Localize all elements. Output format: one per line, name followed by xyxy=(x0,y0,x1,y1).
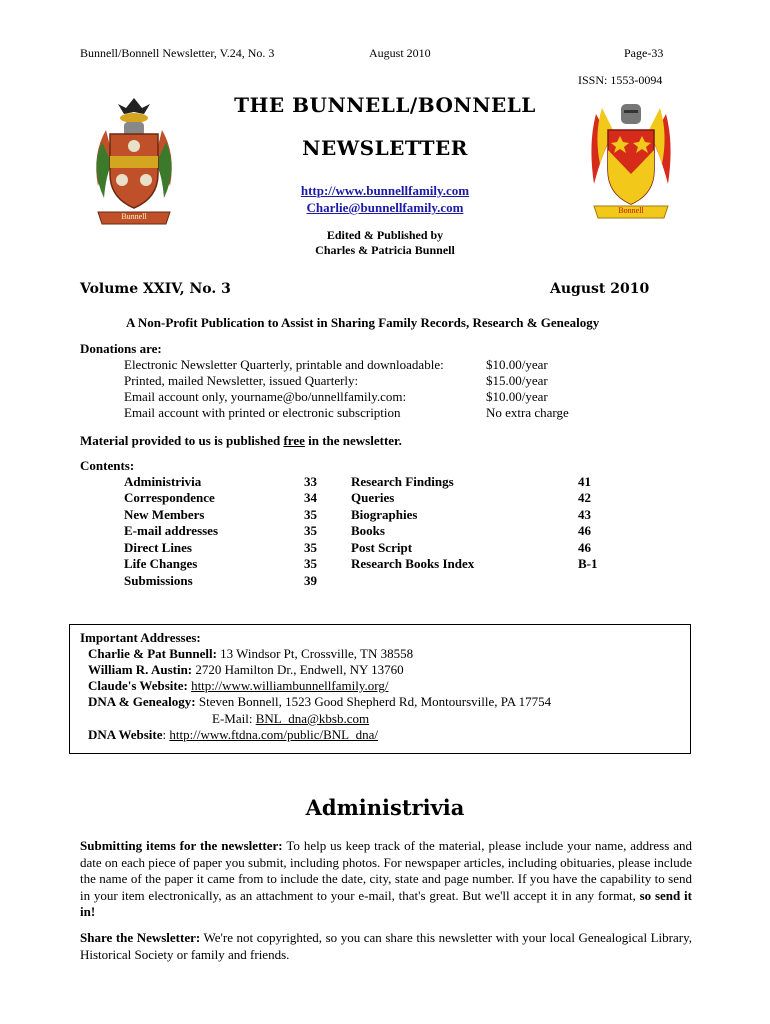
bonnell-crest-banner: Bonnell xyxy=(618,206,644,215)
address-william-label: William R. Austin: xyxy=(88,662,193,677)
donation-label-2: Printed, mailed Newsletter, issued Quarterly: xyxy=(124,373,359,388)
toc-title[interactable]: Books xyxy=(351,523,385,538)
administrivia-heading: Administrivia xyxy=(305,795,465,820)
toc-page: 33 xyxy=(304,474,317,489)
tagline: A Non-Profit Publication to Assist in Sharing Family Records, Research & Genealogy xyxy=(126,315,600,330)
address-dna-value: Steven Bonnell, 1523 Good Shepherd Rd, Montoursville, PA 17754 xyxy=(195,694,552,709)
edited-by-line1: Edited & Published by xyxy=(326,228,444,242)
toc-page: 35 xyxy=(304,507,317,522)
toc-page: 41 xyxy=(578,474,591,489)
contents-heading: Contents: xyxy=(80,458,135,473)
donation-label-4: Email account with printed or electronic subscription xyxy=(124,405,401,420)
address-charlie xyxy=(88,646,413,663)
share-label: Share the Newsletter: xyxy=(80,930,201,945)
toc-page: 43 xyxy=(578,507,591,522)
share-text: We're not copyrighted, so you can share this newsletter with your local Genealogical Library, Historical Society or family and friends. xyxy=(80,930,693,962)
toc-page: 34 xyxy=(304,490,317,505)
address-charlie-label: Charlie & Pat Bunnell: xyxy=(88,646,217,661)
address-dna-site-colon: : xyxy=(162,727,170,742)
bunnell-crest-icon xyxy=(88,94,180,230)
address-william-value: 2720 Hamilton Dr., Endwell, NY 13760 xyxy=(192,662,404,677)
toc-page: 39 xyxy=(304,573,317,588)
address-claude-label: Claude's Website: xyxy=(88,678,188,693)
submitting-text: To help us keep track of the material, please include your name, address and date on each piece of paper you submit, including photos. For newspaper articles, including obituaries, please include the name of the paper it came from to include the date, city, state and page number. If you have the capability to send in your item electronically, as an attachment to your e-mail, that's great. But we'll accept it in any format, xyxy=(80,838,693,903)
running-header-page: Page-33 xyxy=(624,46,664,60)
toc-page: 46 xyxy=(578,523,591,538)
dna-email-link[interactable]: BNL_dna@kbsb.com xyxy=(255,711,370,726)
addresses-heading: Important Addresses: xyxy=(80,630,201,645)
address-charlie-value: 13 Windsor Pt, Crossville, TN 38558 xyxy=(216,646,414,661)
address-dna-site-label: DNA Website xyxy=(88,727,163,742)
volume-date: August 2010 xyxy=(550,281,650,297)
toc-title[interactable]: Biographies xyxy=(351,507,418,522)
donation-label-3: Email account only, yourname@bo/unnellfamily.com: xyxy=(124,389,407,404)
toc-title[interactable]: Administrivia xyxy=(124,474,202,489)
toc-title[interactable]: Life Changes xyxy=(124,556,198,571)
toc-title[interactable]: E-mail addresses xyxy=(124,523,219,538)
bunnell-crest-banner: Bunnell xyxy=(121,212,147,221)
address-dna xyxy=(88,694,551,711)
toc-page: 46 xyxy=(578,540,591,555)
material-note xyxy=(80,433,402,450)
toc-title[interactable]: New Members xyxy=(124,507,205,522)
email-link[interactable]: Charlie@bunnellfamily.com xyxy=(306,200,464,215)
claude-website-link[interactable]: http://www.williambunnellfamily.org/ xyxy=(191,678,389,693)
toc-page: 35 xyxy=(304,556,317,571)
edited-by-line2: Charles & Patricia Bunnell xyxy=(315,243,455,257)
masthead-title-line1: THE BUNNELL/BONNELL xyxy=(234,93,536,117)
toc-title[interactable]: Research Findings xyxy=(351,474,454,489)
toc-title[interactable]: Direct Lines xyxy=(124,540,192,555)
masthead-title-line2: NEWSLETTER xyxy=(302,136,468,160)
bonnell-crest-icon xyxy=(588,94,674,224)
donation-price-3: $10.00/year xyxy=(486,389,548,404)
bonnell-crest xyxy=(588,94,674,224)
toc-page: 42 xyxy=(578,490,591,505)
donation-label-1: Electronic Newsletter Quarterly, printable and downloadable: xyxy=(124,357,444,372)
website-link[interactable]: http://www.bunnellfamily.com xyxy=(300,183,470,198)
address-dna-email xyxy=(212,711,369,728)
volume-number: Volume XXIV, No. 3 xyxy=(80,281,231,297)
address-dna-label: DNA & Genealogy: xyxy=(88,694,196,709)
administrivia-paragraph-2 xyxy=(80,930,692,963)
donations-heading: Donations are: xyxy=(80,341,162,356)
running-header-left: Bunnell/Bonnell Newsletter, V.24, No. 3 xyxy=(80,46,275,60)
address-william xyxy=(88,662,404,679)
address-claude xyxy=(88,678,388,695)
toc-page: 35 xyxy=(304,523,317,538)
toc-page: B-1 xyxy=(578,556,598,571)
donation-price-2: $15.00/year xyxy=(486,373,548,388)
submitting-end: so send it in! xyxy=(80,887,693,919)
material-note-before: Material provided to us is published xyxy=(80,433,284,448)
toc-title[interactable]: Submissions xyxy=(124,573,193,588)
address-dna-email-label: E-Mail: xyxy=(212,711,256,726)
submitting-label: Submitting items for the newsletter: xyxy=(80,838,283,853)
toc-title[interactable]: Post Script xyxy=(351,540,413,555)
toc-title[interactable]: Queries xyxy=(351,490,395,505)
toc-title[interactable]: Research Books Index xyxy=(351,556,475,571)
dna-website-link[interactable]: http://www.ftdna.com/public/BNL_dna/ xyxy=(169,727,378,742)
running-header-date: August 2010 xyxy=(369,46,431,60)
toc-title[interactable]: Correspondence xyxy=(124,490,215,505)
issn: ISSN: 1553-0094 xyxy=(578,73,663,87)
toc-page: 35 xyxy=(304,540,317,555)
bunnell-crest xyxy=(88,94,180,230)
administrivia-paragraph-1 xyxy=(80,838,692,921)
donation-price-4: No extra charge xyxy=(486,405,569,420)
material-note-after: in the newsletter. xyxy=(304,433,402,448)
address-dna-website xyxy=(88,727,378,744)
material-note-free: free xyxy=(283,433,305,448)
donation-price-1: $10.00/year xyxy=(486,357,548,372)
